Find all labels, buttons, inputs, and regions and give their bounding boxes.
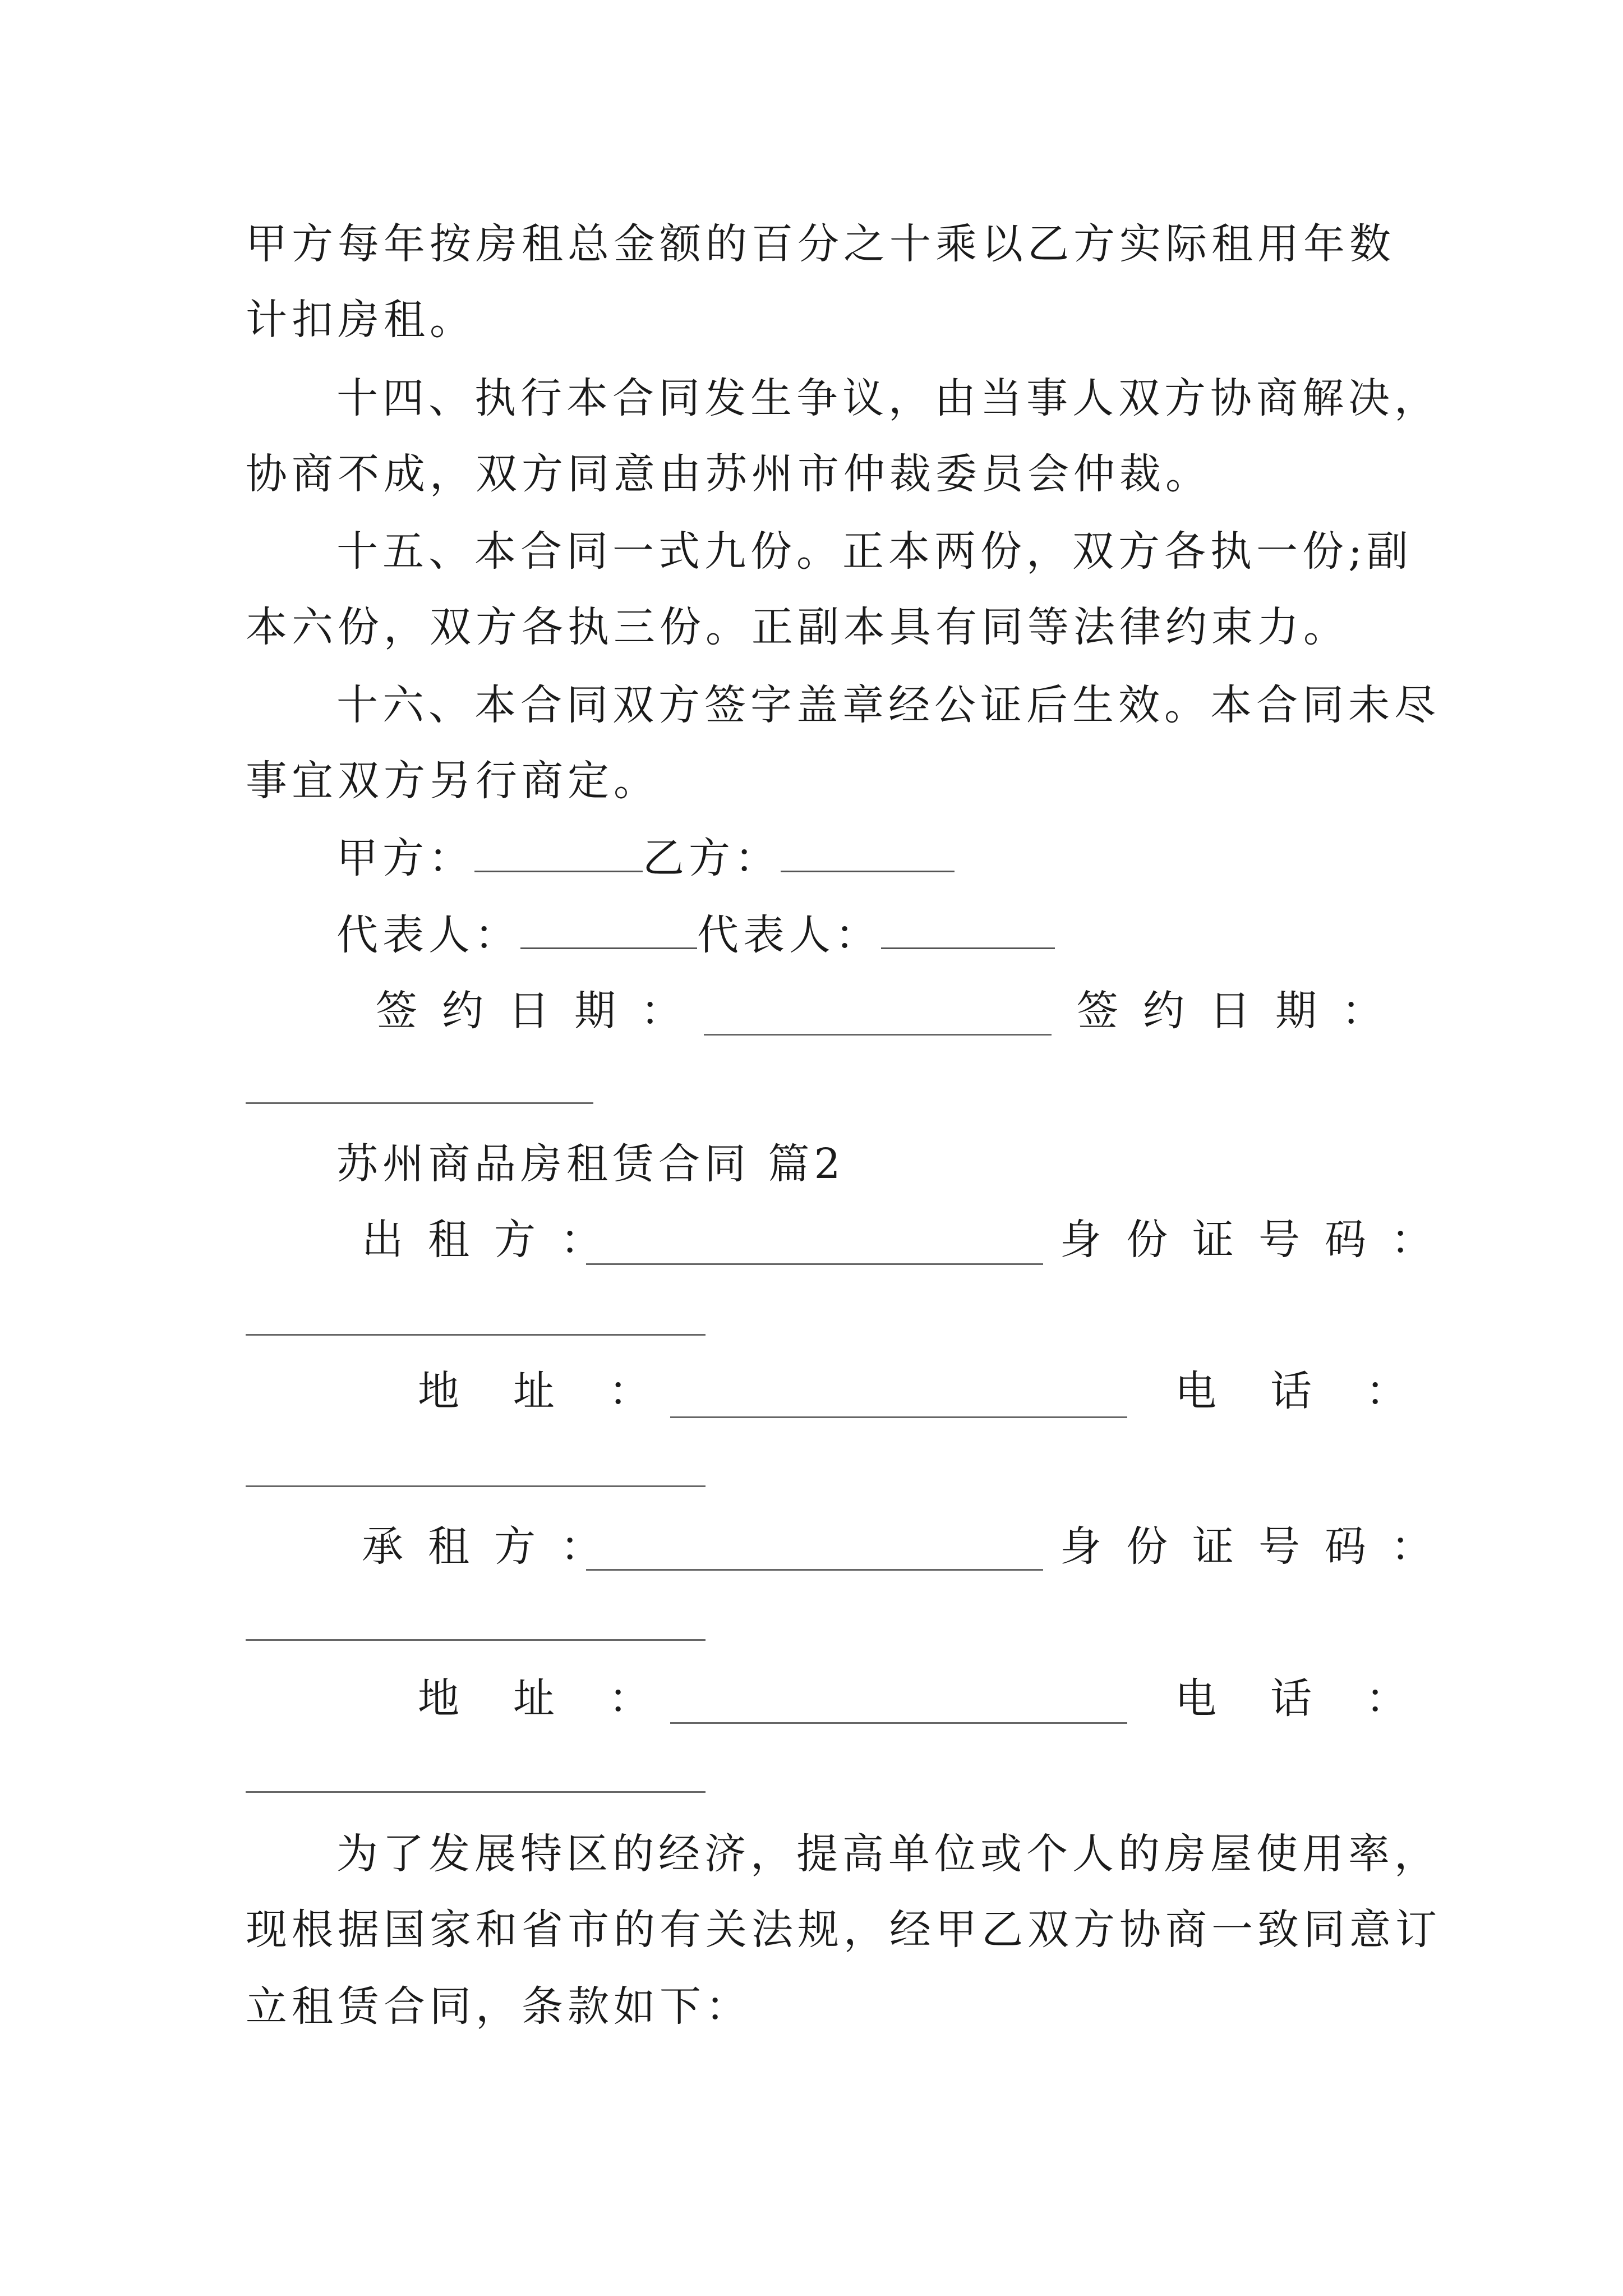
paragraph-line: 甲方每年按房租总金额的百分之十乘以乙方实际租用年数 bbox=[246, 220, 1395, 268]
date-b-blank bbox=[246, 1102, 593, 1104]
rep-a-label: 代表人： bbox=[336, 911, 520, 959]
date-b-label: 签约日期： bbox=[1077, 987, 1408, 1035]
lessor-id-blank bbox=[246, 1334, 706, 1336]
lessee-phone-label: 电话： bbox=[1175, 1674, 1461, 1723]
lessee-phone-blank bbox=[246, 1791, 706, 1793]
date-a-blank bbox=[704, 1034, 1052, 1036]
lessor-phone-label: 电话： bbox=[1175, 1367, 1461, 1415]
clause-16-line: 事宜双方另行商定。 bbox=[246, 757, 660, 805]
intro-line: 为了发展特区的经济，提高单位或个人的房屋使用率， bbox=[336, 1830, 1440, 1878]
lessee-blank bbox=[586, 1569, 1043, 1571]
party-a-label: 甲方： bbox=[336, 834, 474, 882]
representative-line bbox=[336, 907, 1055, 963]
clause-16-line: 十六、本合同双方签字盖章经公证后生效。本合同未尽 bbox=[336, 681, 1440, 729]
clause-14-line: 协商不成，双方同意由苏州市仲裁委员会仲裁。 bbox=[246, 450, 1211, 498]
lessee-id-blank bbox=[246, 1639, 706, 1641]
party-b-blank bbox=[781, 838, 955, 872]
clause-15-line: 本六份，双方各执三份。正副本具有同等法律约束力。 bbox=[246, 603, 1349, 651]
intro-line: 立租赁合同，条款如下： bbox=[246, 1982, 751, 2031]
rep-a-blank bbox=[520, 915, 697, 949]
paragraph-line: 计扣房租。 bbox=[246, 296, 476, 344]
lessor-address-label: 地址： bbox=[418, 1367, 704, 1415]
clause-15-line: 十五、本合同一式九份。正本两份，双方各执一份;副 bbox=[336, 527, 1413, 576]
rep-b-blank bbox=[881, 915, 1055, 949]
section-2-title: 苏州商品房租赁合同 篇2 bbox=[336, 1140, 845, 1188]
party-b-label: 乙方： bbox=[643, 834, 781, 882]
clause-14-line: 十四、执行本合同发生争议，由当事人双方协商解决， bbox=[336, 374, 1440, 422]
intro-line: 现根据国家和省市的有关法规，经甲乙双方协商一致同意订 bbox=[246, 1906, 1441, 1954]
lessor-phone-blank bbox=[246, 1485, 706, 1487]
date-a-label: 签约日期： bbox=[376, 987, 707, 1035]
lessor-label: 出租方： bbox=[362, 1216, 626, 1264]
lessee-id-label: 身份证号码： bbox=[1060, 1522, 1457, 1571]
lessee-label: 承租方： bbox=[362, 1522, 626, 1571]
party-a-signature-line bbox=[336, 830, 955, 886]
party-a-blank bbox=[474, 838, 643, 872]
lessee-address-label: 地址： bbox=[418, 1674, 704, 1723]
lessee-address-blank bbox=[670, 1722, 1127, 1724]
lessor-address-blank bbox=[670, 1416, 1127, 1418]
lessor-id-label: 身份证号码： bbox=[1060, 1216, 1457, 1264]
rep-b-label: 代表人： bbox=[697, 911, 881, 959]
lessor-blank bbox=[586, 1263, 1043, 1265]
